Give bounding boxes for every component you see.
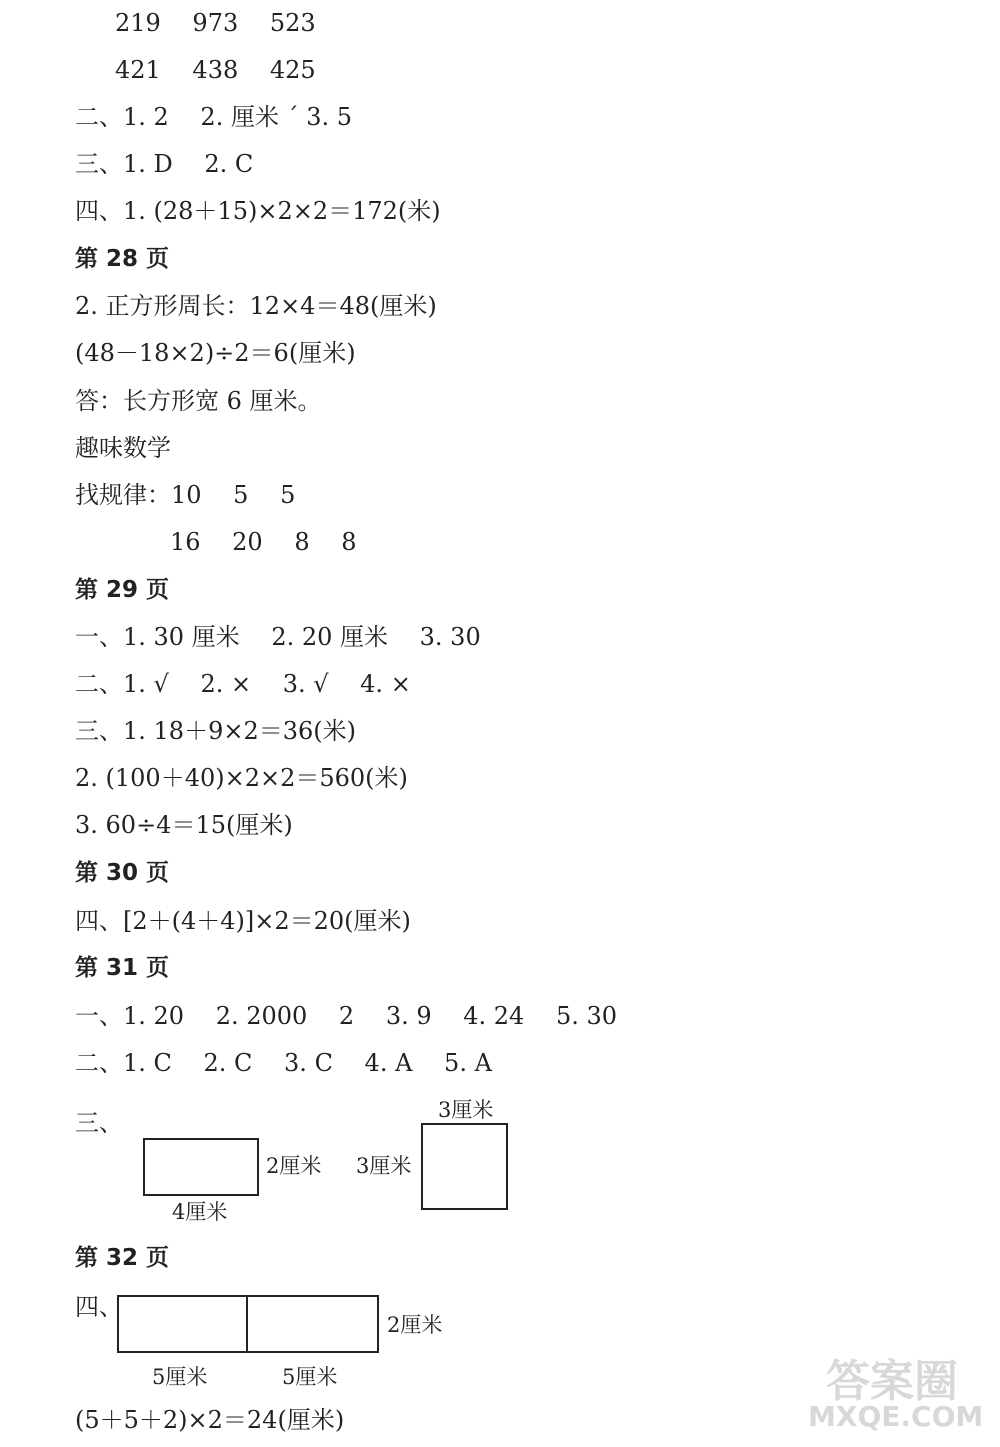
answer-line: 二、1. 2 2. 厘米 ˊ 3. 5 xyxy=(75,103,353,131)
square-side-label: 3厘米 xyxy=(356,1154,412,1178)
rectangle-height-label: 2厘米 xyxy=(266,1154,322,1178)
rectangle-width-label: 4厘米 xyxy=(172,1200,228,1224)
answer-line: 16 20 8 8 xyxy=(170,528,357,556)
square-figure xyxy=(421,1123,508,1210)
answer-line: 二、1. C 2. C 3. C 4. A 5. A xyxy=(75,1049,492,1077)
page-heading-29: 第 29 页 xyxy=(75,577,170,603)
number-row-1: 219 973 523 xyxy=(115,9,316,37)
answer-line: 二、1. √ 2. × 3. √ 4. × xyxy=(75,670,411,698)
answer-line: 三、 xyxy=(75,1109,123,1137)
watermark-logo: 答案圈 xyxy=(826,1356,958,1407)
page-heading-30: 第 30 页 xyxy=(75,860,170,886)
square-top-label: 3厘米 xyxy=(438,1098,494,1122)
answer-line: 三、1. 18＋9×2＝36(米) xyxy=(75,717,356,745)
section-title: 趣味数学 xyxy=(75,434,171,462)
answer-line: 一、1. 20 2. 2000 2 3. 9 4. 24 5. 30 xyxy=(75,1002,618,1030)
right-rectangle-figure xyxy=(246,1295,379,1353)
answer-line: 2. (100＋40)×2×2＝560(米) xyxy=(75,764,408,792)
answer-line: 找规律：10 5 5 xyxy=(75,481,296,509)
page-heading-28: 第 28 页 xyxy=(75,246,170,272)
answer-line: (48－18×2)÷2＝6(厘米) xyxy=(75,339,356,367)
rectangle-figure xyxy=(143,1138,259,1196)
number-row-2: 421 438 425 xyxy=(115,56,316,84)
combined-height-label: 2厘米 xyxy=(387,1313,443,1337)
answer-line: 一、1. 30 厘米 2. 20 厘米 3. 30 xyxy=(75,623,481,651)
page-heading-31: 第 31 页 xyxy=(75,955,170,981)
page-heading-32: 第 32 页 xyxy=(75,1245,170,1271)
answer-line: 四、1. (28＋15)×2×2＝172(米) xyxy=(75,197,441,225)
answer-line: (5＋5＋2)×2＝24(厘米) xyxy=(75,1406,345,1434)
left-rectangle-figure xyxy=(117,1295,248,1353)
right-width-label: 5厘米 xyxy=(282,1365,338,1389)
answer-line: 四、 xyxy=(75,1293,123,1321)
left-width-label: 5厘米 xyxy=(152,1365,208,1389)
answer-line: 2. 正方形周长：12×4＝48(厘米) xyxy=(75,292,437,320)
answer-line: 四、[2＋(4＋4)]×2＝20(厘米) xyxy=(75,907,411,935)
watermark-url: MXQE.COM xyxy=(808,1400,984,1433)
answer-line: 3. 60÷4＝15(厘米) xyxy=(75,811,293,839)
answer-line: 答：长方形宽 6 厘米。 xyxy=(75,387,322,415)
answer-line: 三、1. D 2. C xyxy=(75,150,254,178)
